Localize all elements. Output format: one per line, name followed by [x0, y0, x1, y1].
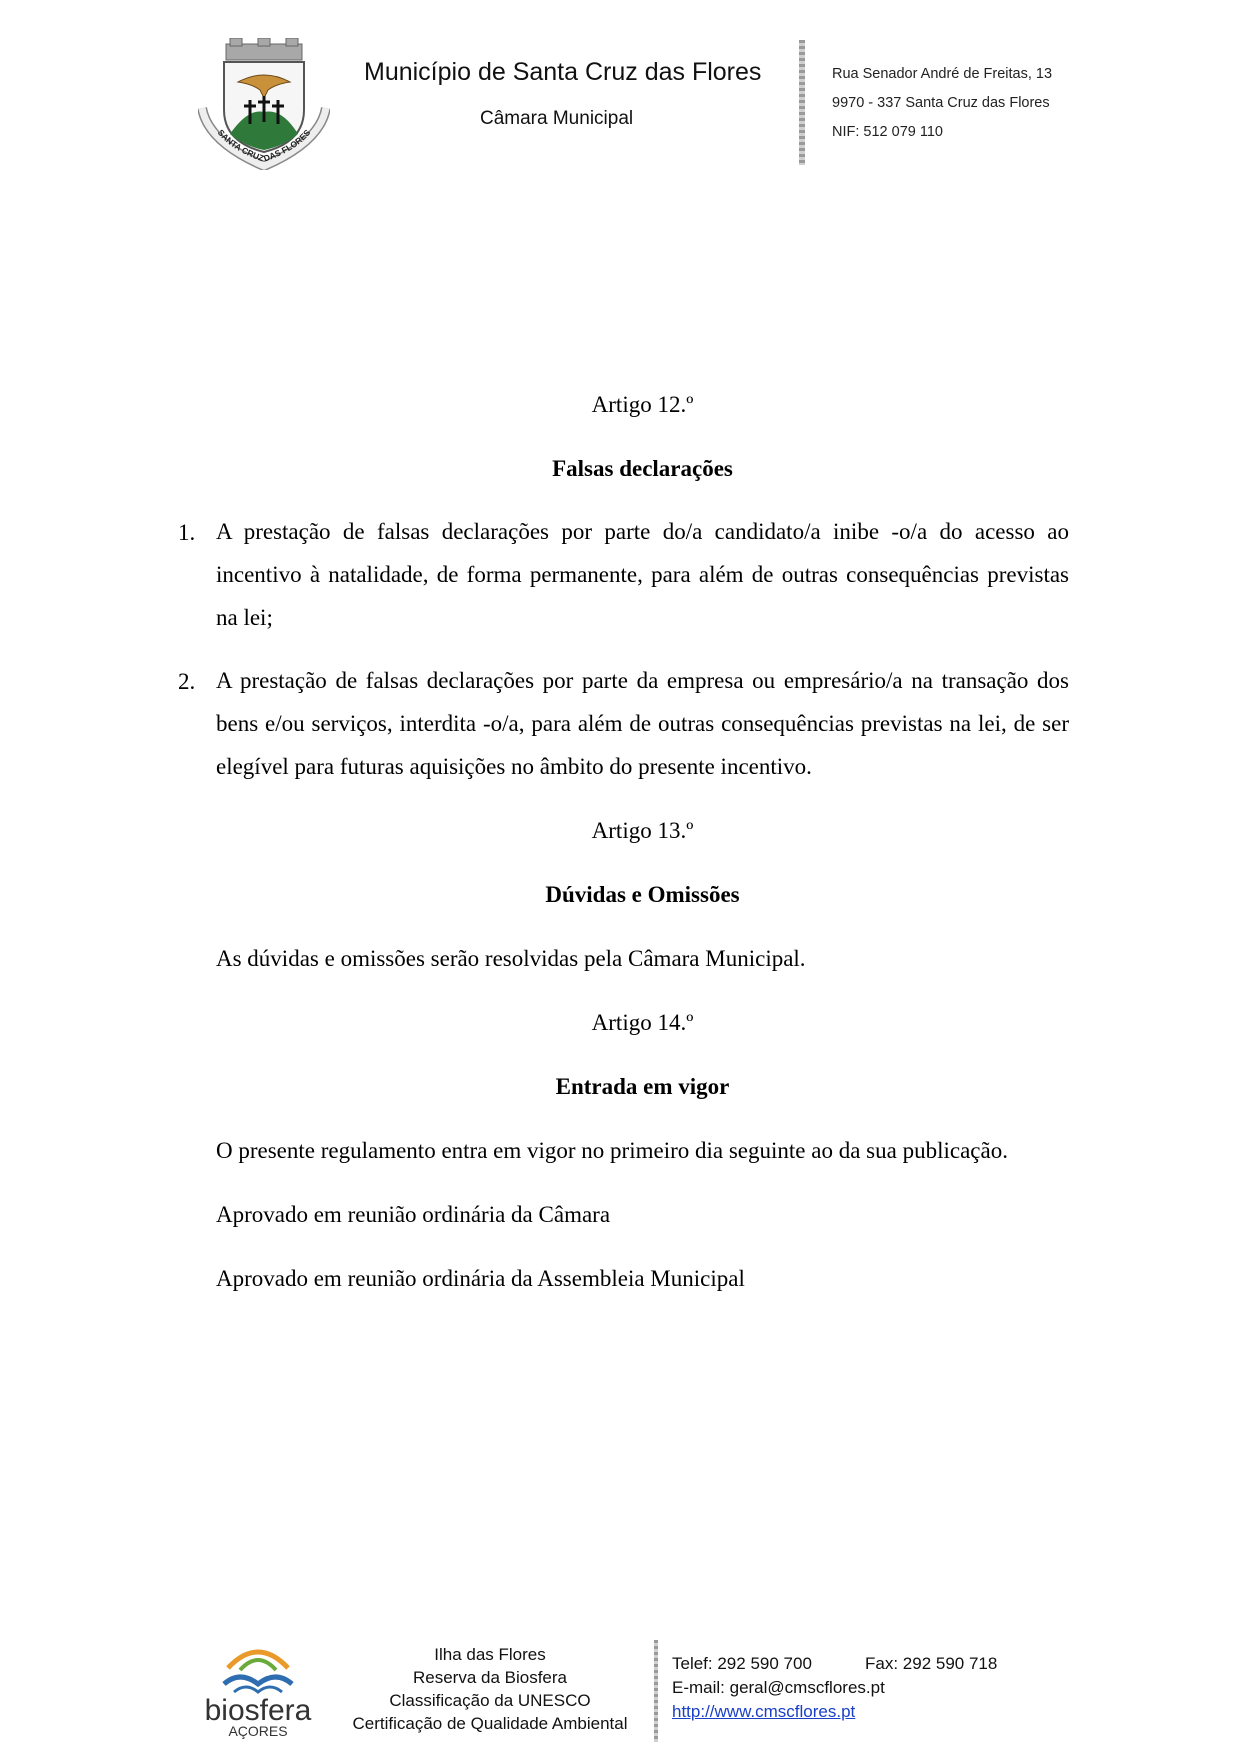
article-13-text: As dúvidas e omissões serão resolvidas pela Câmara Municipal. [216, 946, 806, 971]
footer-center-text [330, 1643, 650, 1735]
header-title: Município de Santa Cruz das Flores [364, 58, 762, 86]
footer-email: E-mail: geral@cmscflores.pt [672, 1678, 885, 1697]
footer-line: Certificação de Qualidade Ambiental [352, 1714, 628, 1733]
footer-line: Classificação da UNESCO [389, 1691, 591, 1710]
list-item-text: A prestação de falsas declarações por parte da empresa ou empresário/a na transação dos bens e/ou serviços, interdita -o/a, para além de outras consequências previstas na lei, de ser elegível para futuras aquisições no âmbito do presente incentivo. [216, 668, 1069, 779]
biosfera-logo [188, 1640, 328, 1740]
footer-divider [654, 1640, 658, 1742]
article-13-label: Artigo 13.º [591, 818, 694, 843]
header-subtitle: Câmara Municipal [480, 108, 634, 129]
nif-line: NIF: 512 079 110 [832, 124, 943, 140]
footer-phone: Telef: 292 590 700 [672, 1654, 812, 1673]
footer-line: Ilha das Flores [434, 1645, 546, 1664]
footer-website-link[interactable]: http://www.cmscflores.pt [672, 1702, 856, 1721]
list-item-text: A prestação de falsas declarações por parte do/a candidato/a inibe -o/a do acesso ao incentivo à natalidade, de forma permanente, para além de outras consequências previstas na lei; [216, 519, 1069, 630]
address-line: Rua Senador André de Freitas, 13 [832, 66, 1053, 82]
list-item-number: 1. [178, 520, 196, 545]
list-item-number: 2. [178, 669, 196, 694]
approval-assembleia: Aprovado em reunião ordinária da Assembleia Municipal [216, 1266, 745, 1291]
address-line: 9970 - 337 Santa Cruz das Flores [832, 95, 1050, 111]
article-12-label: Artigo 12.º [591, 392, 694, 417]
article-14-text: O presente regulamento entra em vigor no primeiro dia seguinte ao da sua publicação. [216, 1138, 1008, 1163]
footer-line: Reserva da Biosfera [412, 1668, 568, 1687]
header-address [832, 60, 1052, 147]
footer-contact [672, 1652, 998, 1724]
municipal-crest-logo [198, 38, 330, 170]
article-14-label: Artigo 14.º [591, 1010, 694, 1035]
approval-camara: Aprovado em reunião ordinária da Câmara [216, 1202, 611, 1227]
crest-text-path: SANTA CRUZ DAS FLORES [215, 127, 313, 165]
article-13-title: Dúvidas e Omissões [545, 882, 740, 907]
article-14-title: Entrada em vigor [555, 1074, 730, 1099]
article-12-title: Falsas declarações [552, 456, 733, 481]
header-divider [799, 40, 805, 165]
footer-fax: Fax: 292 590 718 [865, 1654, 998, 1673]
biosfera-logo-subtext: AÇORES [228, 1723, 288, 1739]
biosfera-logo-text: biosfera [204, 1694, 312, 1727]
